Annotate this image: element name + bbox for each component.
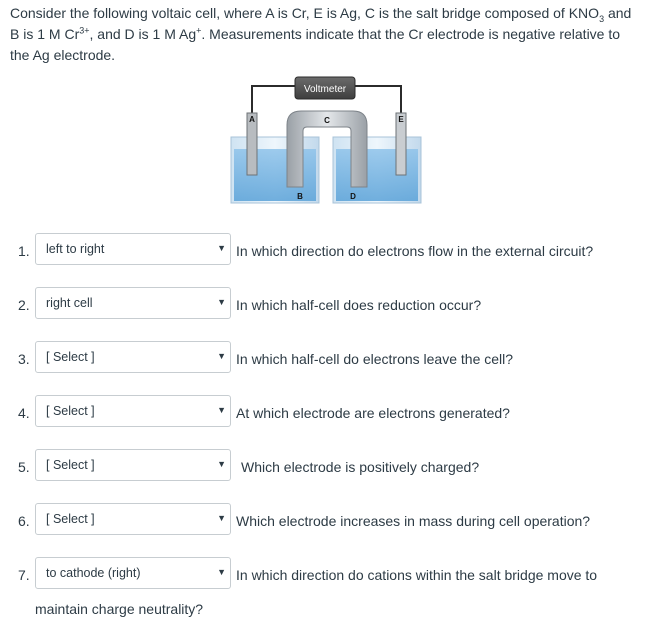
left-solution xyxy=(234,149,316,201)
label-b: B xyxy=(297,192,303,201)
dropdown-caret-icon: ▼ xyxy=(217,297,226,307)
answer-select-5[interactable] xyxy=(35,449,231,481)
dropdown-caret-icon: ▼ xyxy=(217,405,226,415)
question-text: In which direction do electrons flow in the external circuit? xyxy=(236,243,594,259)
question-row-7 xyxy=(0,557,648,591)
question-row-4 xyxy=(0,395,648,429)
voltaic-cell-figure xyxy=(225,75,435,215)
dropdown-caret-icon: ▼ xyxy=(217,567,226,577)
left-wire xyxy=(252,86,297,113)
select-value: [ Select ] xyxy=(46,350,95,364)
right-wire xyxy=(353,86,401,113)
intro-text-3: , and D is 1 M Ag xyxy=(89,26,197,42)
label-c: C xyxy=(324,116,330,125)
question-text: At which electrode are electrons generated? xyxy=(236,405,510,421)
question-text: Which electrode increases in mass during cell operation? xyxy=(236,513,591,529)
select-value: left to right xyxy=(46,242,105,256)
question-number: 2. xyxy=(18,297,30,313)
question-text: Which electrode is positively charged? xyxy=(241,459,480,475)
question-row-3 xyxy=(0,341,648,375)
question-text: In which half-cell does reduction occur? xyxy=(236,297,482,313)
voltaic-cell-diagram xyxy=(225,75,435,215)
answer-select-3[interactable] xyxy=(35,341,231,373)
answer-select-2[interactable] xyxy=(35,287,231,319)
cr-charge-superscript: 3+ xyxy=(79,25,90,36)
kno3-subscript: 3 xyxy=(599,13,605,24)
ag-charge-superscript: + xyxy=(196,25,202,36)
dropdown-caret-icon: ▼ xyxy=(217,351,226,361)
question-number: 6. xyxy=(18,513,30,529)
answer-select-7[interactable] xyxy=(35,557,231,589)
label-d: D xyxy=(350,192,356,201)
question-7-continuation: maintain charge neutrality? xyxy=(35,601,204,617)
question-row-6 xyxy=(0,503,648,537)
select-value: [ Select ] xyxy=(46,512,95,526)
intro-text-4: . Measurements indicate that the Cr electrode is negative relative to the Ag electrode. xyxy=(10,26,621,63)
answer-select-1[interactable] xyxy=(35,233,231,265)
select-value: [ Select ] xyxy=(46,404,95,418)
question-text: In which half-cell do electrons leave the cell? xyxy=(236,351,514,367)
select-value: right cell xyxy=(46,296,93,310)
question-number: 4. xyxy=(18,405,30,421)
dropdown-caret-icon: ▼ xyxy=(217,243,226,253)
answer-select-4[interactable] xyxy=(35,395,231,427)
label-e: E xyxy=(398,115,404,124)
label-a: A xyxy=(249,115,255,124)
question-number: 5. xyxy=(18,459,30,475)
question-row-1 xyxy=(0,233,648,267)
intro-text-2: and B is 1 M Cr xyxy=(10,5,632,42)
question-number: 1. xyxy=(18,243,30,259)
question-text: In which direction do cations within the salt bridge move to xyxy=(236,567,598,583)
voltmeter-label: Voltmeter xyxy=(303,84,347,95)
dropdown-caret-icon: ▼ xyxy=(217,513,226,523)
question-number: 7. xyxy=(18,567,30,583)
answer-select-6[interactable] xyxy=(35,503,231,535)
question-row-5 xyxy=(0,449,648,483)
select-value: to cathode (right) xyxy=(46,566,141,580)
intro-text-1: Consider the following voltaic cell, where A is Cr, E is Ag, C is the salt bridge composed of KNO xyxy=(10,5,600,21)
question-number: 3. xyxy=(18,351,30,367)
question-intro xyxy=(10,3,640,66)
dropdown-caret-icon: ▼ xyxy=(217,459,226,469)
select-value: [ Select ] xyxy=(46,458,95,472)
question-row-2 xyxy=(0,287,648,321)
